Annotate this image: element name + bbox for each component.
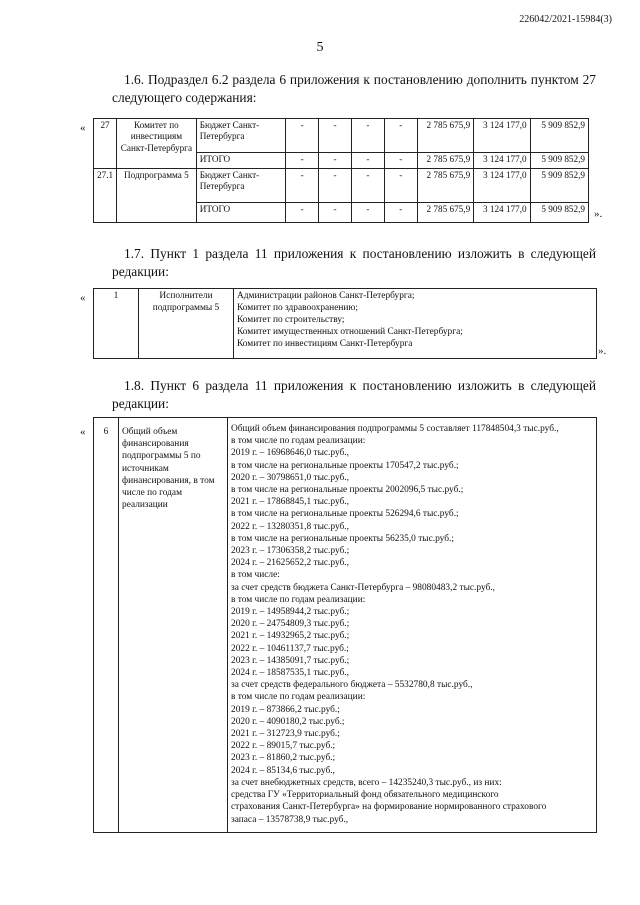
content-line: средства ГУ «Территориальный фонд обязательного медицинского xyxy=(231,790,499,801)
section-1-8-text: 1.8. Пункт 6 раздела 11 приложения к постановлению изложить в следующей редакции: xyxy=(112,378,596,411)
content-line: 2021 г. – 312723,9 тыс.руб.; xyxy=(231,729,340,740)
table1-open-quote: « xyxy=(80,122,86,134)
content-line: Комитет по строительству; xyxy=(237,315,345,325)
content-line: 2024 г. – 18587535,1 тыс.руб., xyxy=(231,668,349,679)
value-cell: - xyxy=(351,119,384,153)
row-label: Общий объем финансирования подпрограммы 5 по источникам финансирования, в том числе по годам реализации xyxy=(119,418,228,833)
table-row xyxy=(94,418,597,833)
value-cell: - xyxy=(351,153,384,169)
content-line: 2020 г. – 4090180,2 тыс.руб.; xyxy=(231,716,345,727)
value-cell: 2 785 675,9 xyxy=(417,203,473,223)
document-number: 226042/2021-15984(3) xyxy=(519,14,612,25)
executor-name: Комитет по инвестициям Санкт-Петербурга xyxy=(117,119,197,169)
section-1-6-text: 1.6. Подраздел 6.2 раздела 6 приложения к постановлению дополнить пунктом 27 следующего содержания: xyxy=(112,72,596,105)
funding-source: ИТОГО xyxy=(196,203,286,223)
value-cell: - xyxy=(351,203,384,223)
financing-volume-table xyxy=(93,417,597,833)
section-1-7-text: 1.7. Пункт 1 раздела 11 приложения к постановлению изложить в следующей редакции: xyxy=(112,246,596,279)
content-line: в том числе по годам реализации: xyxy=(231,594,366,605)
value-cell: - xyxy=(286,119,319,153)
value-cell: - xyxy=(286,153,319,169)
content-line: в том числе на региональные проекты 170547,2 тыс.руб.; xyxy=(231,460,459,471)
content-line: 2022 г. – 10461137,7 тыс.руб.; xyxy=(231,643,349,654)
content-line: 2021 г. – 14932965,2 тыс.руб.; xyxy=(231,631,350,642)
value-cell: - xyxy=(384,119,417,153)
value-cell: - xyxy=(286,169,319,203)
table-row xyxy=(94,119,589,153)
row-label: Исполнители подпрограммы 5 xyxy=(139,289,234,359)
value-cell: 5 909 852,9 xyxy=(530,169,588,203)
row-content xyxy=(228,418,597,833)
value-cell: - xyxy=(384,169,417,203)
value-cell: 3 124 177,0 xyxy=(474,169,530,203)
content-line: 2019 г. – 16968646,0 тыс.руб., xyxy=(231,448,349,459)
content-line: запаса – 13578738,9 тыс.руб., xyxy=(231,814,349,825)
value-cell: - xyxy=(319,119,352,153)
content-line: в том числе на региональные проекты 526294,6 тыс.руб.; xyxy=(231,509,459,520)
value-cell: 2 785 675,9 xyxy=(417,153,473,169)
value-cell: - xyxy=(319,169,352,203)
row-number: 6 xyxy=(94,418,119,833)
value-cell: 3 124 177,0 xyxy=(474,119,530,153)
content-line: в том числе на региональные проекты 56235,0 тыс.руб.; xyxy=(231,533,454,544)
content-line: в том числе по годам реализации: xyxy=(231,692,366,703)
funding-source: ИТОГО xyxy=(196,153,286,169)
content-line: Общий объем финансирования подпрограммы 5 составляет 117848504,3 тыс.руб., xyxy=(231,424,559,434)
content-line: 2023 г. – 14385091,7 тыс.руб.; xyxy=(231,655,350,666)
content-line: за счет средств федерального бюджета – 5532780,8 тыс.руб., xyxy=(231,680,473,691)
row-content xyxy=(234,289,597,359)
table2-open-quote: « xyxy=(80,292,86,304)
value-cell: 5 909 852,9 xyxy=(530,153,588,169)
content-line: за счет средств бюджета Санкт-Петербурга – 98080483,2 тыс.руб., xyxy=(231,582,495,593)
content-line: 2019 г. – 14958944,2 тыс.руб.; xyxy=(231,607,350,618)
content-line: Комитет по инвестициям Санкт-Петербурга xyxy=(237,339,413,349)
executor-name: Подпрограмма 5 xyxy=(117,169,197,223)
value-cell: 5 909 852,9 xyxy=(530,119,588,153)
table-row xyxy=(94,169,589,203)
content-line: 2019 г. – 873866,2 тыс.руб.; xyxy=(231,704,340,715)
content-line: 2022 г. – 13280351,8 тыс.руб., xyxy=(231,521,349,532)
value-cell: 2 785 675,9 xyxy=(417,119,473,153)
row-number: 27 xyxy=(94,119,117,169)
content-line: 2021 г. – 17868845,1 тыс.руб., xyxy=(231,497,349,508)
funding-source: Бюджет Санкт-Петербурга xyxy=(196,169,286,203)
content-line: Администрации районов Санкт-Петербурга; xyxy=(237,291,415,301)
value-cell: - xyxy=(286,203,319,223)
content-line: 2020 г. – 24754809,3 тыс.руб.; xyxy=(231,619,350,630)
content-line: в том числе на региональные проекты 2002096,5 тыс.руб.; xyxy=(231,485,464,496)
executors-table xyxy=(93,288,597,359)
content-line: Комитет по здравоохранению; xyxy=(237,303,359,313)
value-cell: 3 124 177,0 xyxy=(474,153,530,169)
content-line: в том числе по годам реализации: xyxy=(231,436,366,447)
content-line: страхования Санкт-Петербурга» на формирование нормированного страхового xyxy=(231,802,547,813)
value-cell: 2 785 675,9 xyxy=(417,169,473,203)
row-number: 27.1 xyxy=(94,169,117,223)
funding-source: Бюджет Санкт-Петербурга xyxy=(196,119,286,153)
content-line: Комитет имущественных отношений Санкт-Петербурга; xyxy=(237,327,463,337)
value-cell: - xyxy=(351,169,384,203)
value-cell: - xyxy=(319,153,352,169)
financing-table xyxy=(93,118,589,223)
value-cell: 3 124 177,0 xyxy=(474,203,530,223)
value-cell: - xyxy=(384,153,417,169)
value-cell: 5 909 852,9 xyxy=(530,203,588,223)
table1-close-quote: ». xyxy=(594,208,603,220)
table3-open-quote: « xyxy=(80,426,86,438)
content-line: 2022 г. – 89015,7 тыс.руб.; xyxy=(231,741,336,752)
content-line: 2020 г. – 30798651,0 тыс.руб., xyxy=(231,472,349,483)
value-cell: - xyxy=(319,203,352,223)
content-line: 2024 г. – 85134,6 тыс.руб., xyxy=(231,765,335,776)
content-line: 2023 г. – 81860,2 тыс.руб.; xyxy=(231,753,336,764)
table2-close-quote: ». xyxy=(598,345,607,357)
value-cell: - xyxy=(384,203,417,223)
page-number: 5 xyxy=(316,40,324,55)
content-line: в том числе: xyxy=(231,570,280,581)
content-line: за счет внебюджетных средств, всего – 14235240,3 тыс.руб., из них: xyxy=(231,777,502,788)
content-line: 2024 г. – 21625652,2 тыс.руб., xyxy=(231,558,349,569)
row-number: 1 xyxy=(94,289,139,359)
content-line: 2023 г. – 17306358,2 тыс.руб.; xyxy=(231,546,350,557)
table-row xyxy=(94,289,597,359)
